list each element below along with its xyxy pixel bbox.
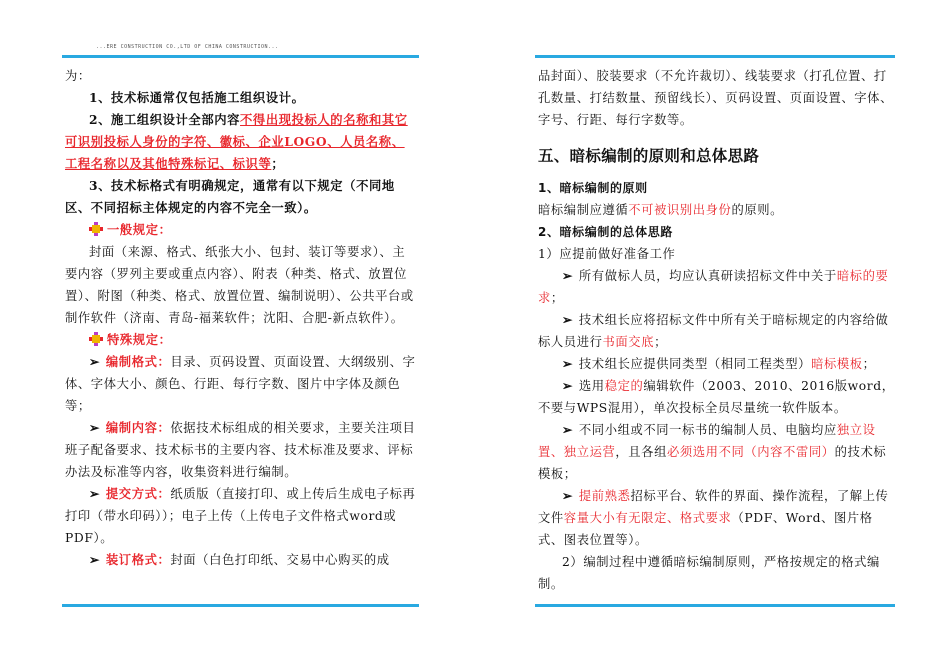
paragraph: 2）编制过程中遵循暗标编制原则，严格按规定的格式编制。 xyxy=(538,555,880,591)
highlighted-text: 不得出现投标人的名称和其它可识别投标人身份的字符、徽标、企业LOGO、人员名称、工程名称以及其他特殊标记、标识等 xyxy=(65,112,408,171)
list-item: ➢ 所有做标人员，均应认真研读招标文件中关于暗标的要求； xyxy=(538,268,889,305)
list-item: ➢ 不同小组或不同一标书的编制人员、电脑均应独立设置、独立运营，且各组必须选用不同（内容不雷同）的技术标模板； xyxy=(538,422,887,481)
header-rule xyxy=(535,55,895,58)
arrow-bullet-icon: ➢ xyxy=(562,422,573,437)
highlighted-text: 不可被识别出身份 xyxy=(628,203,732,217)
list-item: ➢ 装订格式：封面（白色打印纸、交易中心购买的成 xyxy=(89,552,390,567)
right-page xyxy=(475,0,950,672)
arrow-bullet-icon: ➢ xyxy=(89,354,100,369)
arrow-bullet-icon: ➢ xyxy=(562,312,573,327)
arrow-bullet-icon: ➢ xyxy=(562,356,573,371)
subsection-title: 2、暗标编制的总体思路 xyxy=(538,225,673,239)
list-item: ➢ 提前熟悉招标平台、软件的界面、操作流程，了解上传文件容量大小有无限定、格式要求（PDF、Word、图片格式、图表位置等）。 xyxy=(538,488,889,547)
subsection-title: 1、暗标编制的原则 xyxy=(538,181,648,195)
list-item: ➢ 提交方式：纸质版（直接打印、或上传后生成电子标再打印（带水印码））；电子上传（上传电子文件格式word或PDF）。 xyxy=(65,486,416,545)
paragraph: 为： xyxy=(65,69,91,83)
right-page-content xyxy=(538,65,895,595)
bullet-cross-icon xyxy=(89,222,103,236)
paragraph: 品封面）、胶装要求（不允许裁切）、线装要求（打孔位置、打孔数量、打结数量、预留线长）、页码设置、页面设置、字体、字号、行距、每行字数等。 xyxy=(538,69,893,127)
paragraph: 暗标编制应遵循不可被识别出身份的原则。 xyxy=(538,203,784,217)
bullet-cross-icon xyxy=(89,332,103,346)
footer-rule xyxy=(62,604,419,607)
footer-rule xyxy=(535,604,895,607)
arrow-bullet-icon: ➢ xyxy=(562,378,573,393)
list-item: ➢ 编制内容：依据技术标组成的相关要求，主要关注项目班子配备要求、技术标书的主要内容、技术标准及要求、评标办法及标准等内容，收集资料进行编制。 xyxy=(65,420,416,479)
list-item: ➢ 技术组长应提供同类型（相同工程类型）暗标模板； xyxy=(562,356,876,371)
paragraph: 封面（来源、格式、纸张大小、包封、装订等要求）、主要内容（罗列主要或重点内容）、附表（种类、格式、放置位置）、附图（种类、格式、放置位置、编制说明）、公共平台或制作软件（济南、青岛-福莱软件；沈阳、合肥-新点软件）。 xyxy=(65,245,414,325)
subheading: 一般规定： xyxy=(65,219,417,241)
arrow-bullet-icon: ➢ xyxy=(562,488,573,503)
paragraph: 1、技术标通常仅包括施工组织设计。 xyxy=(89,90,305,105)
list-item: ➢ 编制格式：目录、页码设置、页面设置、大纲级别、字体、字体大小、颜色、行距、每行字数、图片中字体及颜色等； xyxy=(65,354,416,413)
arrow-bullet-icon: ➢ xyxy=(89,552,100,567)
subheading: 特殊规定： xyxy=(65,329,417,351)
list-item: ➢ 选用稳定的编辑软件（2003、2010、2016版word，不要与WPS混用），单次投标全员尽量统一软件版本。 xyxy=(538,378,895,415)
arrow-bullet-icon: ➢ xyxy=(89,486,100,501)
section-heading: 五、暗标编制的原则和总体思路 xyxy=(538,147,760,165)
list-item: ➢ 技术组长应将招标文件中所有关于暗标规定的内容给做标人员进行书面交底； xyxy=(538,312,889,349)
header-rule xyxy=(62,55,419,58)
arrow-bullet-icon: ➢ xyxy=(89,420,100,435)
header-watermark: ...ERE CONSTRUCTION CO.,LTD OF CHINA CONSTRUCTION... xyxy=(96,44,279,50)
arrow-bullet-icon: ➢ xyxy=(562,268,573,283)
paragraph: 1）应提前做好准备工作 xyxy=(538,247,676,261)
paragraph: 2、施工组织设计全部内容不得出现投标人的名称和其它可识别投标人身份的字符、徽标、企业LOGO、人员名称、工程名称以及其他特殊标记、标识等； xyxy=(65,112,408,171)
paragraph: 3、技术标格式有明确规定，通常有以下规定（不同地区、不同招标主体规定的内容不完全一致）。 xyxy=(65,178,395,215)
left-page-content xyxy=(65,65,417,571)
